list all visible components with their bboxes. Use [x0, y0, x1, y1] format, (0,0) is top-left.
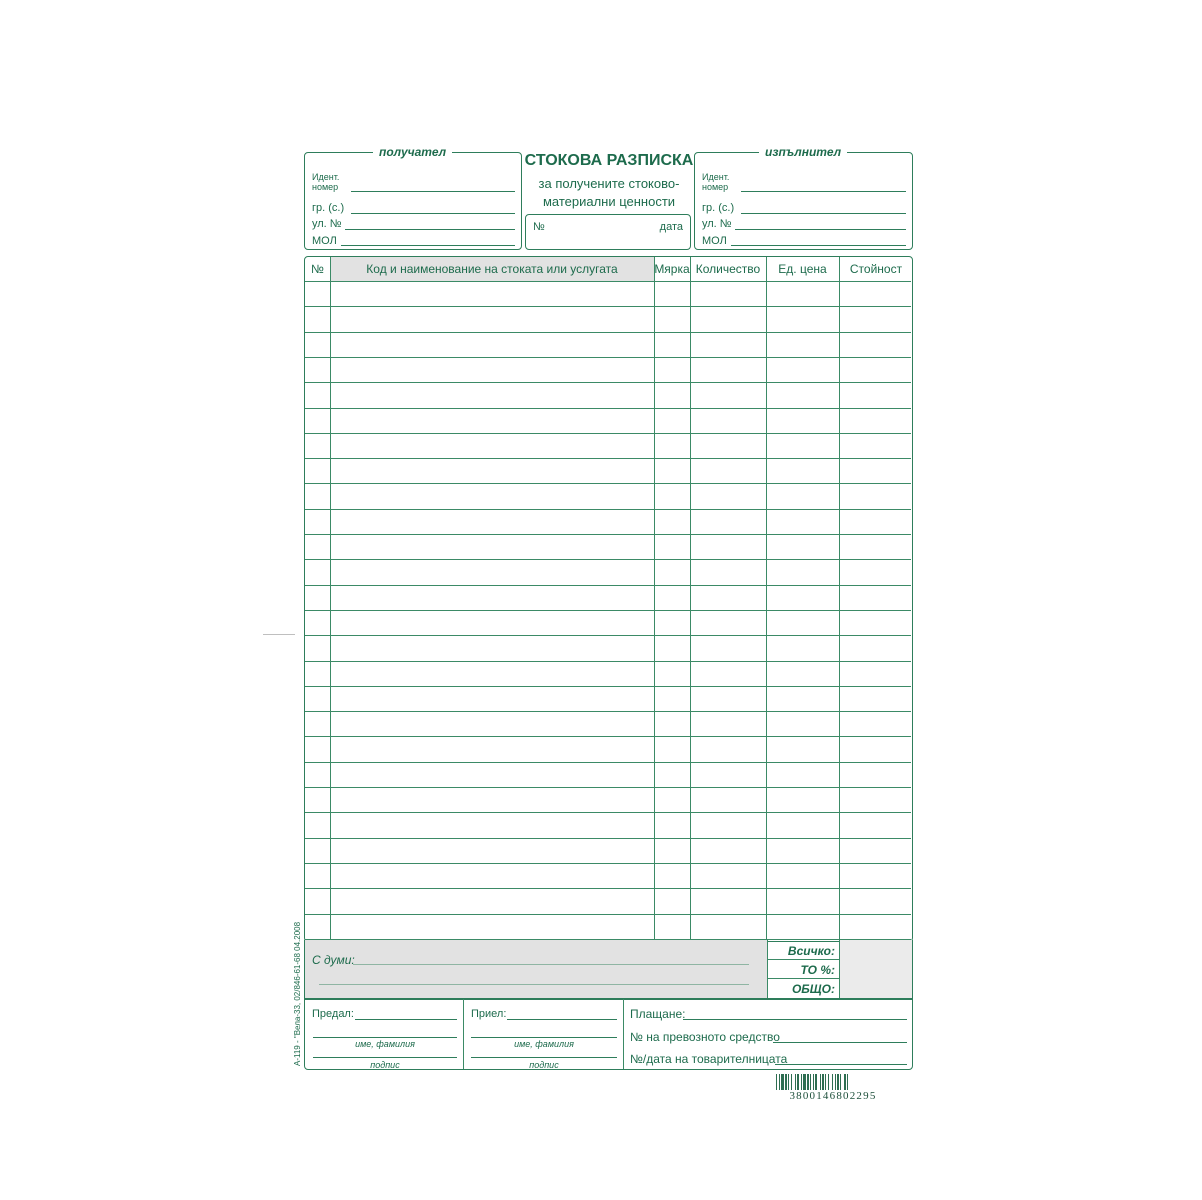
table-row-line [305, 661, 911, 662]
document-title: СТОКОВА РАЗПИСКА [524, 152, 694, 169]
table-row-line [305, 812, 911, 813]
footer-box [304, 998, 913, 1070]
supplier-title: изпълнител [759, 145, 847, 159]
col-qty-header: Количество [695, 262, 761, 276]
recipient-street-label: ул. № [312, 218, 342, 230]
in-words-label: С думи: [312, 953, 355, 967]
table-row-line [305, 610, 911, 611]
recipient-title: получател [373, 145, 452, 159]
received-name-line[interactable] [471, 1037, 617, 1038]
handed-over-sign-line[interactable] [313, 1057, 457, 1058]
handed-over-name-hint: име, фамилия [355, 1039, 415, 1049]
vehicle-no-line[interactable] [773, 1042, 907, 1043]
handed-over-line[interactable] [355, 1019, 457, 1020]
recipient-ident-label-1: Идент. [312, 172, 340, 182]
table-row-line [305, 888, 911, 889]
payment-line[interactable] [683, 1019, 907, 1020]
received-sign-line[interactable] [471, 1057, 617, 1058]
table-row-line [305, 306, 911, 307]
col-number-header: № [311, 262, 324, 276]
recipient-ident-label-2: номер [312, 182, 339, 192]
table-row-line [305, 534, 911, 535]
table-row-line [305, 635, 911, 636]
table-row-line [305, 458, 911, 459]
supplier-ident-line[interactable] [741, 191, 906, 192]
supplier-city-label: гр. (с.) [702, 202, 735, 214]
supplier-ident-label-2: номер [702, 182, 729, 192]
recipient-mol-label: МОЛ [312, 235, 337, 247]
handed-over-label: Предал: [312, 1008, 354, 1020]
received-line[interactable] [507, 1019, 617, 1020]
number-date-box [525, 214, 691, 250]
table-row-line [305, 281, 911, 282]
table-row-line [305, 686, 911, 687]
col-name-header: Код и наименование на стоката или услугата [366, 262, 618, 276]
table-row-line [305, 585, 911, 586]
footer-divider [623, 999, 624, 1069]
table-row-line [305, 483, 911, 484]
recipient-box [304, 145, 522, 250]
received-signature-hint: подпис [529, 1060, 559, 1070]
col-value-header: Стойност [849, 262, 903, 276]
recipient-street-line[interactable] [345, 229, 515, 230]
handed-over-signature-hint: подпис [370, 1060, 400, 1070]
table-row-line [305, 433, 911, 434]
document-subtitle-1: за получените стоково- [538, 176, 680, 191]
in-words-line-1[interactable] [353, 964, 749, 965]
table-row-line [305, 914, 911, 915]
table-row-line [305, 357, 911, 358]
table-row-line [305, 762, 911, 763]
items-table [304, 256, 913, 942]
margin-tick [263, 634, 295, 635]
recipient-city-label: гр. (с.) [312, 202, 345, 214]
recipient-ident-line[interactable] [351, 191, 515, 192]
recipient-city-line[interactable] [351, 213, 515, 214]
barcode-digits: 3800146802295 [770, 1090, 896, 1102]
recipient-mol-line[interactable] [341, 245, 515, 246]
table-row-line [305, 838, 911, 839]
received-name-hint: име, фамилия [514, 1039, 574, 1049]
date-label: дата [659, 221, 683, 233]
footer-divider [463, 999, 464, 1069]
totals-value-shade [840, 940, 912, 998]
waybill-label: №/дата на товарителницата [630, 1052, 788, 1066]
table-row-line [305, 711, 911, 712]
in-words-line-2[interactable] [319, 984, 749, 985]
waybill-line[interactable] [775, 1064, 907, 1065]
table-row-line [305, 408, 911, 409]
table-row-line [305, 559, 911, 560]
payment-label: Плащане: [630, 1007, 686, 1021]
table-row-line [305, 382, 911, 383]
vat-label: ТО %: [800, 963, 835, 977]
table-row-line [305, 863, 911, 864]
grand-total-label: ОБЩО: [791, 982, 835, 996]
document-subtitle-2: материални ценности [542, 194, 676, 209]
supplier-street-line[interactable] [735, 229, 906, 230]
table-row-line [305, 787, 911, 788]
table-row-line [305, 736, 911, 737]
supplier-mol-line[interactable] [731, 245, 906, 246]
side-code: А-119 - "Вела-33, 02/846-61-68 04.2008 [293, 921, 302, 1066]
col-unit-header: Мярка [654, 262, 690, 276]
table-row-line [305, 332, 911, 333]
number-label: № [533, 221, 545, 233]
supplier-city-line[interactable] [741, 213, 906, 214]
supplier-box [694, 145, 913, 250]
received-label: Приел: [471, 1008, 507, 1020]
supplier-ident-label-1: Идент. [702, 172, 730, 182]
vehicle-no-label: № на превозното средство [630, 1030, 780, 1044]
words-shade [305, 940, 767, 998]
supplier-mol-label: МОЛ [702, 235, 727, 247]
summary-box [304, 940, 913, 1000]
supplier-street-label: ул. № [702, 218, 732, 230]
col-price-header: Ед. цена [778, 262, 827, 276]
total-label: Всичко: [787, 944, 835, 958]
table-row-line [305, 509, 911, 510]
handed-over-name-line[interactable] [313, 1037, 457, 1038]
